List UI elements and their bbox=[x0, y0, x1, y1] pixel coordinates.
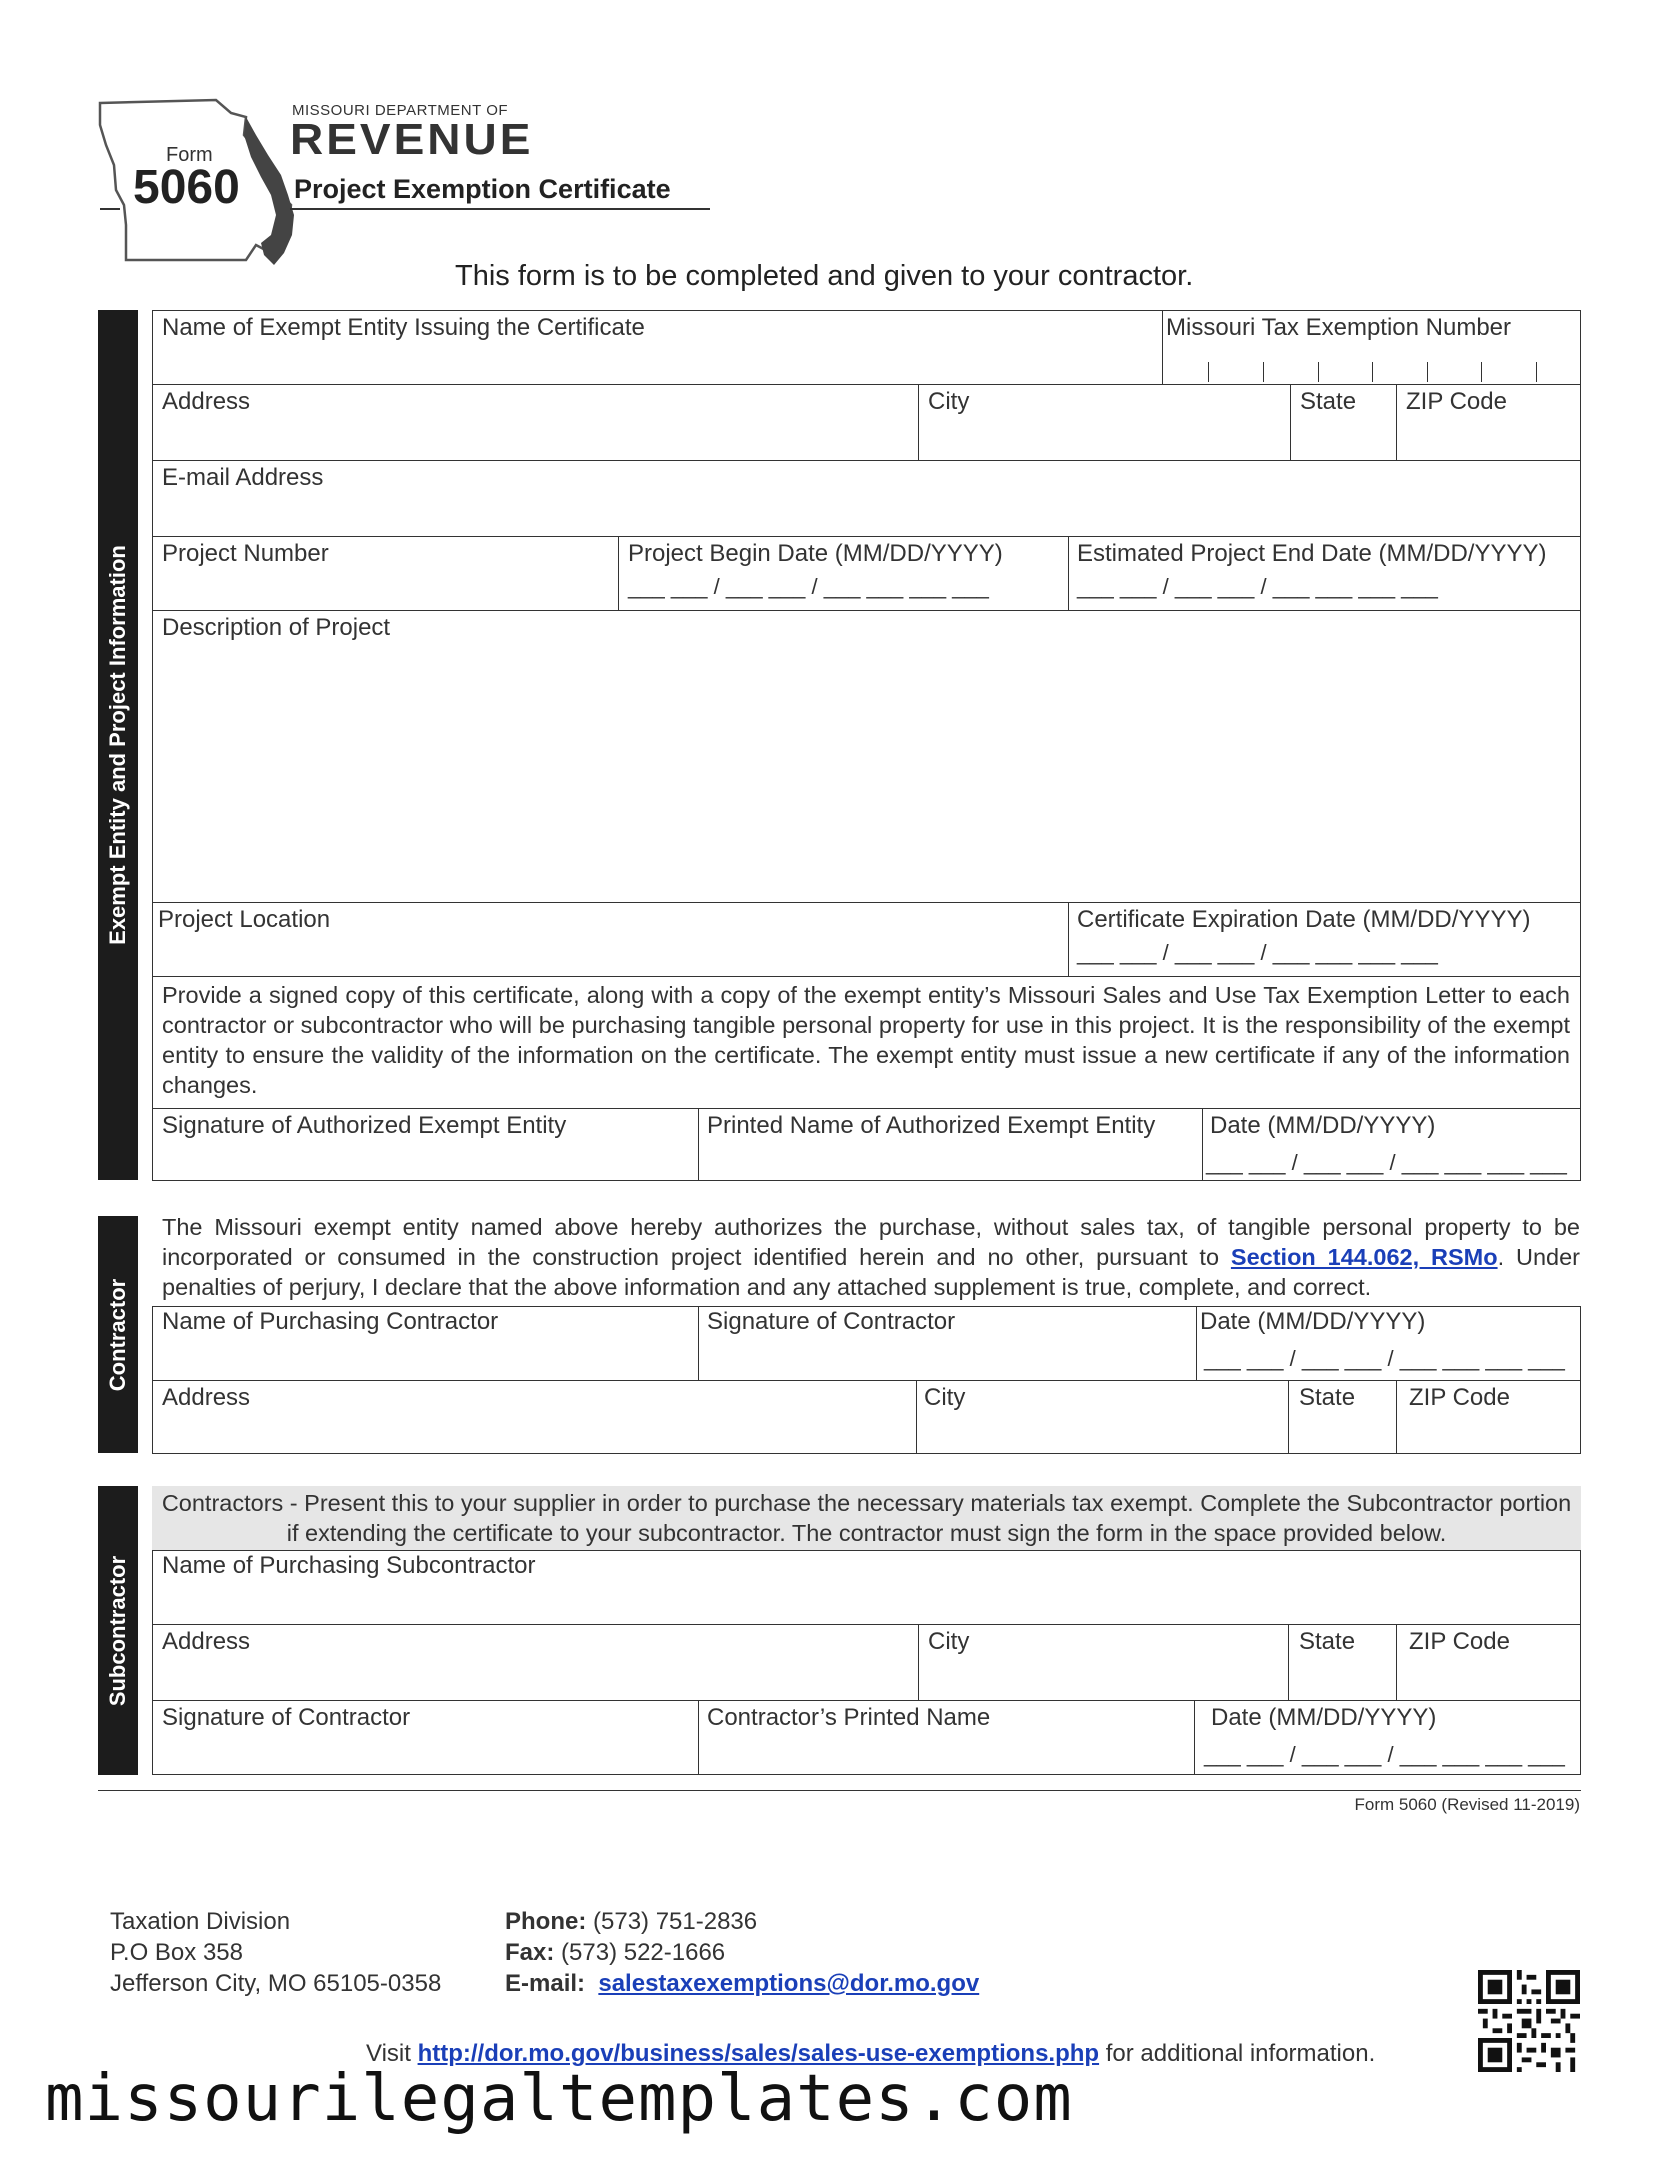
exempt-entity-notice: Provide a signed copy of this certificate, along with a copy of the exempt entity’s Missouri Sales and Use Tax Exemption Letter to each contractor or subcontractor who will be purchasing tangible personal property for use in this project. It is the responsibility of the exempt entity to ensure the validity of the information on the certificate. The exempt entity must issue a new certificate if any of the information changes. bbox=[162, 982, 1570, 1098]
project-end-date-field[interactable] bbox=[1070, 538, 1579, 608]
project-number-label: Project Number bbox=[162, 540, 329, 567]
divider bbox=[152, 384, 1581, 385]
contractor-date-label: Date (MM/DD/YYYY) bbox=[1200, 1308, 1426, 1335]
entity-name-field[interactable] bbox=[154, 312, 1162, 384]
divider bbox=[916, 1380, 917, 1454]
entity-printed-name-label: Printed Name of Authorized Exempt Entity bbox=[707, 1112, 1156, 1139]
contractor-zip-label: ZIP Code bbox=[1409, 1384, 1510, 1411]
fax-label: Fax: bbox=[505, 1939, 555, 1966]
contractor-state-label: State bbox=[1299, 1384, 1356, 1411]
divider bbox=[698, 1108, 699, 1181]
po-box: P.O Box 358 bbox=[110, 1939, 243, 1966]
contractor-name-label: Name of Purchasing Contractor bbox=[162, 1308, 499, 1335]
divider bbox=[1396, 384, 1397, 460]
phone-number: (573) 751-2836 bbox=[593, 1908, 758, 1935]
entity-address-label: Address bbox=[162, 388, 251, 415]
phone-line bbox=[505, 1906, 757, 1937]
entity-zip-field[interactable] bbox=[1398, 386, 1579, 458]
fax-number: (573) 522-1666 bbox=[561, 1939, 726, 1966]
subcontractor-contractor-signature-label: Signature of Contractor bbox=[162, 1704, 411, 1731]
contractor-city-field[interactable] bbox=[918, 1382, 1288, 1452]
agency-line: MISSOURI DEPARTMENT OF bbox=[292, 102, 509, 119]
certificate-expiration-label: Certificate Expiration Date (MM/DD/YYYY) bbox=[1077, 906, 1531, 933]
entity-city-label: City bbox=[928, 388, 970, 415]
divider bbox=[1162, 310, 1163, 384]
project-description-label: Description of Project bbox=[162, 614, 391, 641]
certificate-expiration-field[interactable] bbox=[1070, 904, 1579, 974]
header-dash bbox=[100, 208, 120, 210]
contractor-printed-name-label: Contractor’s Printed Name bbox=[707, 1704, 991, 1731]
entity-email-field[interactable] bbox=[154, 462, 1579, 534]
divider bbox=[152, 1700, 1581, 1701]
divider bbox=[1194, 1700, 1195, 1775]
digit-tick bbox=[1208, 362, 1209, 382]
qr-code-icon bbox=[1478, 1970, 1580, 2072]
contractor-address-label: Address bbox=[162, 1384, 251, 1411]
entity-date-label: Date (MM/DD/YYYY) bbox=[1210, 1112, 1436, 1139]
divider bbox=[1068, 536, 1069, 610]
project-location-label: Project Location bbox=[158, 906, 331, 933]
divider bbox=[698, 1700, 699, 1775]
entity-address-field[interactable] bbox=[154, 386, 918, 458]
subcontractor-address-field[interactable] bbox=[154, 1626, 918, 1696]
entity-signature-label: Signature of Authorized Exempt Entity bbox=[162, 1112, 567, 1139]
digit-tick bbox=[1536, 362, 1537, 382]
contractor-state-field[interactable] bbox=[1290, 1382, 1396, 1452]
contractor-signature-field[interactable] bbox=[700, 1308, 1196, 1378]
digit-tick bbox=[1263, 362, 1264, 382]
subcontractor-name-field[interactable] bbox=[154, 1552, 1579, 1622]
date-blanks: ___ ___ / ___ ___ / ___ ___ ___ ___ bbox=[1204, 1346, 1565, 1371]
contractor-date-field[interactable] bbox=[1198, 1308, 1579, 1378]
contractor-zip-field[interactable] bbox=[1398, 1382, 1579, 1452]
agency-name-logo: REVENUE bbox=[290, 114, 534, 164]
subcontractor-zip-label: ZIP Code bbox=[1409, 1628, 1510, 1655]
contractor-address-field[interactable] bbox=[154, 1382, 916, 1452]
digit-tick bbox=[1372, 362, 1373, 382]
project-number-field[interactable] bbox=[154, 538, 618, 608]
sidebar-contractor-label: Contractor bbox=[105, 1278, 130, 1391]
phone-label: Phone: bbox=[505, 1908, 587, 1935]
subcontractor-contractor-signature-field[interactable] bbox=[154, 1702, 698, 1774]
divider bbox=[1068, 902, 1069, 976]
project-begin-date-field[interactable] bbox=[620, 538, 1068, 608]
digit-tick bbox=[1318, 362, 1319, 382]
form-title: Project Exemption Certificate bbox=[294, 174, 671, 204]
form-number: 5060 bbox=[133, 161, 240, 214]
form-revision: Form 5060 (Revised 11-2019) bbox=[1354, 1795, 1580, 1814]
date-blanks: ___ ___ / ___ ___ / ___ ___ ___ ___ bbox=[628, 574, 989, 599]
divider bbox=[1202, 1108, 1203, 1181]
project-end-date-label: Estimated Project End Date (MM/DD/YYYY) bbox=[1077, 540, 1547, 567]
statement-text: . Under penalties of perjury, I declare that the above information and any attached supplement is true, complete, and correct. bbox=[162, 1244, 1580, 1300]
project-description-field[interactable] bbox=[154, 612, 1579, 900]
website-link[interactable]: http://dor.mo.gov/business/sales/sales-use-exemptions.php bbox=[417, 2040, 1100, 2067]
entity-name-label: Name of Exempt Entity Issuing the Certificate bbox=[162, 314, 645, 341]
divider bbox=[152, 610, 1581, 611]
divider bbox=[1290, 384, 1291, 460]
date-blanks: ___ ___ / ___ ___ / ___ ___ ___ ___ bbox=[1206, 1150, 1567, 1175]
sidebar-subcontractor bbox=[98, 1486, 138, 1775]
divider bbox=[152, 460, 1581, 461]
statute-link[interactable]: Section 144.062, RSMo bbox=[1230, 1244, 1498, 1270]
subcontractor-state-label: State bbox=[1299, 1628, 1356, 1655]
entity-zip-label: ZIP Code bbox=[1406, 388, 1507, 415]
entity-printed-name-field[interactable] bbox=[700, 1110, 1202, 1180]
visit-suffix: for additional information. bbox=[1099, 2040, 1376, 2067]
tax-exemption-number-label: Missouri Tax Exemption Number bbox=[1166, 314, 1512, 341]
contractor-city-label: City bbox=[924, 1384, 966, 1411]
footer-rule bbox=[98, 1790, 1581, 1791]
divider bbox=[1396, 1624, 1397, 1700]
contractor-printed-name-field[interactable] bbox=[700, 1702, 1194, 1774]
contractor-name-field[interactable] bbox=[154, 1308, 698, 1378]
form-instruction: This form is to be completed and given to your contractor. bbox=[455, 260, 1194, 292]
contractor-authorization-statement bbox=[162, 1212, 1580, 1302]
sidebar-exempt-entity bbox=[98, 310, 138, 1180]
digit-tick bbox=[1481, 362, 1482, 382]
divider bbox=[152, 536, 1581, 537]
project-begin-date-label: Project Begin Date (MM/DD/YYYY) bbox=[628, 540, 1003, 567]
subcontractor-banner-text: Contractors - Present this to your supplier in order to purchase the necessary materials tax exempt. Complete the Subcontractor portion if extending the certificate to your subcontractor. The contractor must sign the form in the space provided below. bbox=[161, 1490, 1572, 1546]
fax-line bbox=[505, 1937, 725, 1968]
subcontractor-name-label: Name of Purchasing Subcontractor bbox=[162, 1552, 536, 1579]
divider bbox=[152, 1108, 1581, 1109]
entity-signature-field[interactable] bbox=[154, 1110, 698, 1180]
entity-state-field[interactable] bbox=[1292, 386, 1396, 458]
divider bbox=[698, 1306, 699, 1380]
division-name: Taxation Division bbox=[110, 1908, 291, 1935]
subcontractor-date-field[interactable] bbox=[1196, 1702, 1579, 1774]
contractor-signature-label: Signature of Contractor bbox=[707, 1308, 956, 1335]
subcontractor-zip-field[interactable] bbox=[1398, 1626, 1579, 1696]
subcontractor-date-label: Date (MM/DD/YYYY) bbox=[1211, 1704, 1437, 1731]
sidebar-exempt-entity-label: Exempt Entity and Project Information bbox=[105, 545, 130, 945]
title-underline bbox=[290, 208, 710, 210]
entity-city-field[interactable] bbox=[920, 386, 1290, 458]
entity-email-label: E-mail Address bbox=[162, 464, 324, 491]
divider bbox=[152, 902, 1581, 903]
sidebar-subcontractor-label: Subcontractor bbox=[105, 1555, 130, 1706]
subcontractor-address-label: Address bbox=[162, 1628, 251, 1655]
email-label: E-mail: bbox=[505, 1970, 586, 1997]
divider bbox=[1288, 1380, 1289, 1454]
subcontractor-banner bbox=[152, 1486, 1581, 1550]
digit-tick bbox=[1427, 362, 1428, 382]
divider bbox=[918, 384, 919, 460]
statement-text: The Missouri exempt entity named above hereby authorizes the purchase, without sales tax, of tangible personal property to be incorporated or consumed in the construction project identified herein and no other, pursuant to bbox=[162, 1214, 1580, 1270]
divider bbox=[152, 976, 1581, 977]
subcontractor-state-field[interactable] bbox=[1290, 1626, 1396, 1696]
divider bbox=[1196, 1306, 1197, 1380]
divider bbox=[1288, 1624, 1289, 1700]
date-blanks: ___ ___ / ___ ___ / ___ ___ ___ ___ bbox=[1204, 1742, 1565, 1767]
subcontractor-city-label: City bbox=[928, 1628, 970, 1655]
form-word: Form bbox=[166, 144, 213, 166]
divider bbox=[918, 1624, 919, 1700]
divider bbox=[152, 1624, 1581, 1625]
date-blanks: ___ ___ / ___ ___ / ___ ___ ___ ___ bbox=[1077, 574, 1438, 599]
entity-date-field[interactable] bbox=[1204, 1110, 1579, 1180]
email-line bbox=[505, 1968, 979, 1999]
sidebar-contractor bbox=[98, 1216, 138, 1453]
email-link[interactable]: salestaxexemptions@dor.mo.gov bbox=[598, 1970, 980, 1997]
divider bbox=[152, 1380, 1581, 1381]
divider bbox=[1396, 1380, 1397, 1454]
divider bbox=[618, 536, 619, 610]
project-location-field[interactable] bbox=[154, 904, 1068, 974]
city-line: Jefferson City, MO 65105-0358 bbox=[110, 1970, 442, 1997]
subcontractor-city-field[interactable] bbox=[920, 1626, 1288, 1696]
visit-prefix: Visit bbox=[366, 2040, 418, 2067]
entity-state-label: State bbox=[1300, 388, 1357, 415]
watermark: missourilegaltemplates.com bbox=[45, 2062, 1073, 2136]
date-blanks: ___ ___ / ___ ___ / ___ ___ ___ ___ bbox=[1077, 940, 1438, 965]
